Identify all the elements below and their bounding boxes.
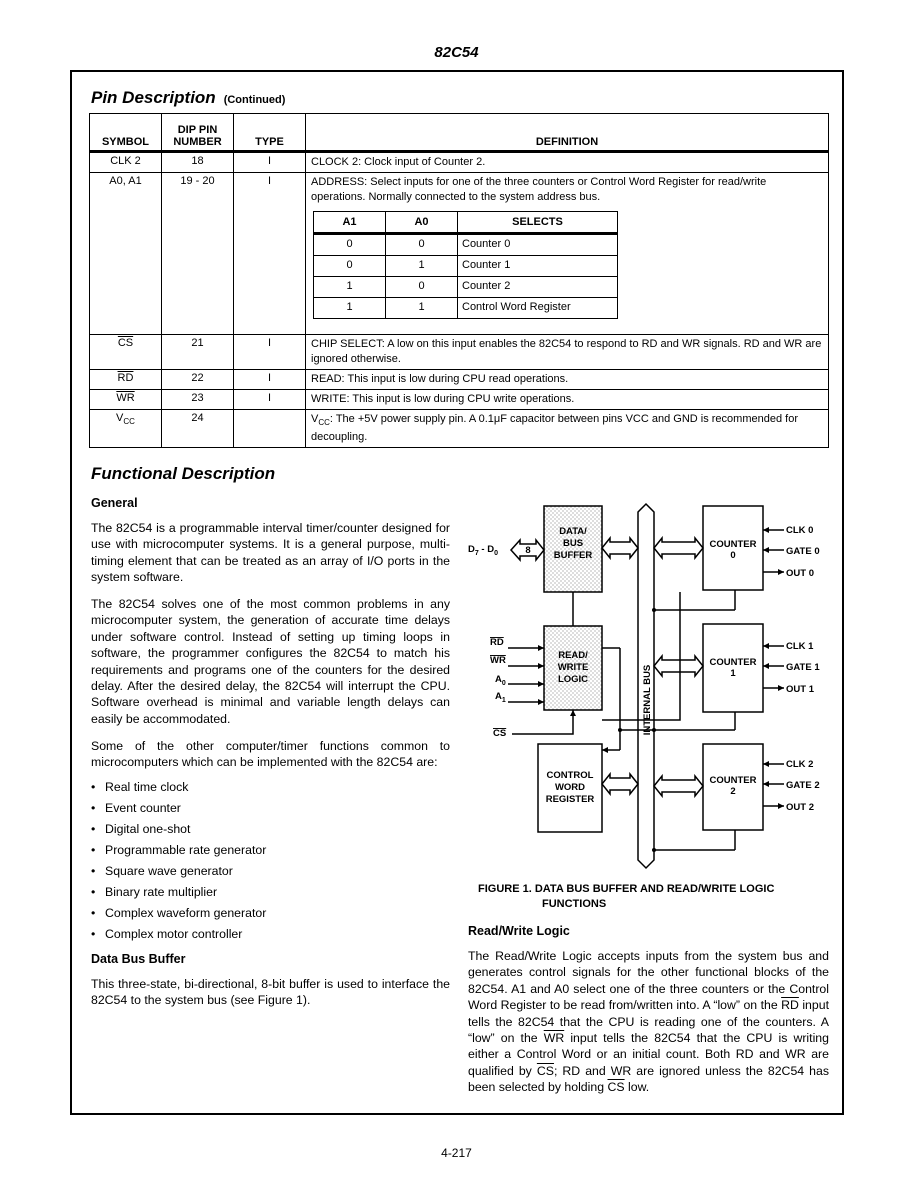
header-type: TYPE bbox=[234, 114, 306, 152]
counter1-title: COUNTER bbox=[709, 657, 757, 668]
cw-bus-arrow bbox=[602, 774, 638, 794]
table-row bbox=[90, 152, 829, 173]
dbb-label-2: BUS bbox=[562, 538, 584, 549]
general-heading: General bbox=[91, 496, 138, 510]
counter1-bus-arrow bbox=[654, 656, 703, 676]
a1-input-label: $A_1$ bbox=[495, 691, 506, 704]
list-item: • Programmable rate generator bbox=[91, 843, 267, 857]
table-row bbox=[90, 335, 829, 370]
select-row: 1 1 Control Word Register bbox=[314, 298, 618, 319]
symbol-cell: CLK 2 bbox=[90, 152, 162, 173]
functional-description-title: Functional Description bbox=[91, 464, 276, 483]
dbb-label-1: DATA/ bbox=[559, 526, 587, 537]
definition-cell: CLOCK 2: Clock input of Counter 2. bbox=[306, 152, 829, 173]
out1-label: OUT 1 bbox=[786, 684, 814, 695]
counter2-num: 2 bbox=[730, 786, 736, 797]
clk1-label: CLK 1 bbox=[786, 641, 814, 652]
pin-table-header bbox=[90, 114, 829, 152]
data-bus-label: $D_7 - D_0$ bbox=[468, 544, 498, 557]
cw-label-3: REGISTER bbox=[545, 794, 595, 805]
type-cell: I bbox=[234, 335, 306, 370]
rw-label-1: READ/ bbox=[558, 650, 588, 661]
page-number: 4-217 bbox=[441, 1146, 472, 1160]
symbol-cell: $V_{CC}$ bbox=[90, 410, 162, 448]
continued-label: (Continued) bbox=[223, 94, 286, 106]
cw-label-2: WORD bbox=[554, 782, 586, 793]
table-row bbox=[90, 173, 829, 335]
figure-caption-line-2: FUNCTIONS bbox=[542, 898, 607, 910]
symbol-cell: A0, A1 bbox=[90, 173, 162, 335]
table-row bbox=[90, 410, 829, 448]
pin-cell: 24 bbox=[162, 410, 234, 448]
data-bus-buffer-box bbox=[544, 506, 602, 592]
list-item: • Event counter bbox=[91, 801, 181, 815]
counter2-title: COUNTER bbox=[709, 775, 757, 786]
pin-cell: 23 bbox=[162, 390, 234, 410]
header-dip-pin: DIP PIN NUMBER bbox=[162, 114, 234, 152]
counter0-bus-arrow bbox=[654, 538, 703, 558]
pin-description-title bbox=[91, 88, 285, 108]
symbol-cell: $\overline{RD}$ bbox=[90, 370, 162, 390]
address-definition: ADDRESS: Select inputs for one of the three counters or Control Word Register for read/write operations. Normally connected to the system address bus. bbox=[311, 176, 767, 203]
read-write-heading: Read/Write Logic bbox=[468, 924, 570, 938]
definition-cell bbox=[306, 173, 829, 335]
cs-input-label: CS bbox=[493, 728, 507, 739]
definition-cell: WRITE: This input is low during CPU write operations. bbox=[306, 390, 829, 410]
clk0-label: CLK 0 bbox=[786, 525, 814, 536]
gate2-label: GATE 2 bbox=[786, 780, 820, 791]
type-cell: I bbox=[234, 370, 306, 390]
out2-label: OUT 2 bbox=[786, 802, 814, 813]
type-cell: I bbox=[234, 390, 306, 410]
function-list bbox=[91, 780, 450, 948]
select-row: 1 0 Counter 2 bbox=[314, 277, 618, 298]
gate1-label: GATE 1 bbox=[786, 662, 820, 673]
dbb-label-3: BUFFER bbox=[553, 550, 593, 561]
counter2-bus-arrow bbox=[654, 776, 703, 796]
pin-description-heading: Pin Description bbox=[91, 88, 216, 107]
pin-cell: 21 bbox=[162, 335, 234, 370]
pin-cell: 18 bbox=[162, 152, 234, 173]
gate0-label: GATE 0 bbox=[786, 546, 820, 557]
block-diagram bbox=[460, 500, 840, 872]
page-header: 82C54 bbox=[434, 44, 479, 61]
list-item: • Complex motor controller bbox=[91, 927, 243, 941]
type-cell: I bbox=[234, 152, 306, 173]
definition-cell: $V_{CC}$: The +5V power supply pin. A 0.1μF capacitor between pins VCC and GND is recommended for decoupling. bbox=[306, 410, 829, 448]
rd-input-label: RD bbox=[490, 637, 504, 648]
list-item: • Square wave generator bbox=[91, 864, 233, 878]
definition-cell: READ: This input is low during CPU read operations. bbox=[306, 370, 829, 390]
figure-caption-line-1: FIGURE 1. DATA BUS BUFFER AND READ/WRITE LOGIC bbox=[478, 883, 775, 895]
list-item: • Binary rate multiplier bbox=[91, 885, 218, 899]
select-header-a0: A0 bbox=[386, 212, 458, 234]
data-bus-buffer-paragraph: This three-state, bi-directional, 8-bit buffer is used to interface the 82C54 to the system bus (see Figure 1). bbox=[91, 977, 450, 1008]
table-row bbox=[90, 390, 829, 410]
list-item: • Complex waveform generator bbox=[91, 906, 267, 920]
symbol-cell: $\overline{WR}$ bbox=[90, 390, 162, 410]
header-definition: DEFINITION bbox=[306, 114, 829, 152]
rw-label-3: LOGIC bbox=[557, 674, 589, 685]
pin-cell: 19 - 20 bbox=[162, 173, 234, 335]
type-cell: I bbox=[234, 173, 306, 335]
cw-label-1: CONTROL bbox=[546, 770, 594, 781]
counter0-title: COUNTER bbox=[709, 539, 757, 550]
select-row: 0 0 Counter 0 bbox=[314, 234, 618, 256]
a0-input-label: $A_0$ bbox=[495, 674, 506, 687]
type-cell bbox=[234, 410, 306, 448]
list-item: • Real time clock bbox=[91, 780, 189, 794]
symbol-cell: $\overline{CS}$ bbox=[90, 335, 162, 370]
general-paragraph-2: The 82C54 solves one of the most common problems in any microcomputer system, the generation of accurate time delays under software control. Instead of setting up timing loops in software, the programmer configures the 82C54 to match his requirements and programs one of the counters for the desired delay. After the desired delay, the 82C54 will interrupt the CPU. Software overhead is minimal and variable length delays can easily be accommodated. bbox=[91, 597, 450, 726]
select-row: 0 1 Counter 1 bbox=[314, 256, 618, 277]
pin-table bbox=[89, 113, 829, 448]
data-bus-buffer-heading: Data Bus Buffer bbox=[91, 952, 186, 966]
internal-bus-label: INTERNAL BUS bbox=[642, 664, 653, 736]
read-write-paragraph: The Read/Write Logic accepts inputs from the system bus and generates control signals for the other functional blocks of the 82C54. A1 and A0 select one of the three counters or the Control Word Register to be read from/written into. A “low” on the $\overline{RD}$ input tells the 82C54 that the CPU is reading one of the counters. A “low” on the $\overline{WR}$ input tells the 82C54 that the CPU is writing either a Control Word or an initial count. Both RD and WR are qualified by $\overline{CS}$; RD and WR are ignored unless the 82C54 has been selected by holding $\overline{CS}$ low. bbox=[468, 949, 829, 1095]
counter1-num: 1 bbox=[730, 668, 736, 679]
list-item: • Digital one-shot bbox=[91, 822, 191, 836]
general-paragraph-1: The 82C54 is a programmable interval timer/counter designed for use with microcomputer systems. It is a general purpose, multi-timing element that can be treated as an array of I/O ports in the system software. bbox=[91, 521, 450, 585]
select-table bbox=[313, 211, 618, 319]
counter0-num: 0 bbox=[730, 550, 736, 561]
table-row bbox=[90, 370, 829, 390]
out0-label: OUT 0 bbox=[786, 568, 814, 579]
definition-cell: CHIP SELECT: A low on this input enables the 82C54 to respond to RD and WR signals. RD and WR are ignored otherwise. bbox=[306, 335, 829, 370]
clk2-label: CLK 2 bbox=[786, 759, 814, 770]
general-paragraph-3: Some of the other computer/timer functions common to microcomputers which can be implemented with the 82C54 are: bbox=[91, 739, 450, 770]
select-header-selects: SELECTS bbox=[458, 212, 618, 234]
pin-cell: 22 bbox=[162, 370, 234, 390]
rw-label-2: WRITE bbox=[557, 662, 589, 673]
wr-input-label: WR bbox=[490, 655, 506, 666]
header-symbol: SYMBOL bbox=[90, 114, 162, 152]
dbb-bus-arrow bbox=[602, 538, 638, 558]
bus-width-label: 8 bbox=[525, 545, 531, 556]
select-header-a1: A1 bbox=[314, 212, 386, 234]
